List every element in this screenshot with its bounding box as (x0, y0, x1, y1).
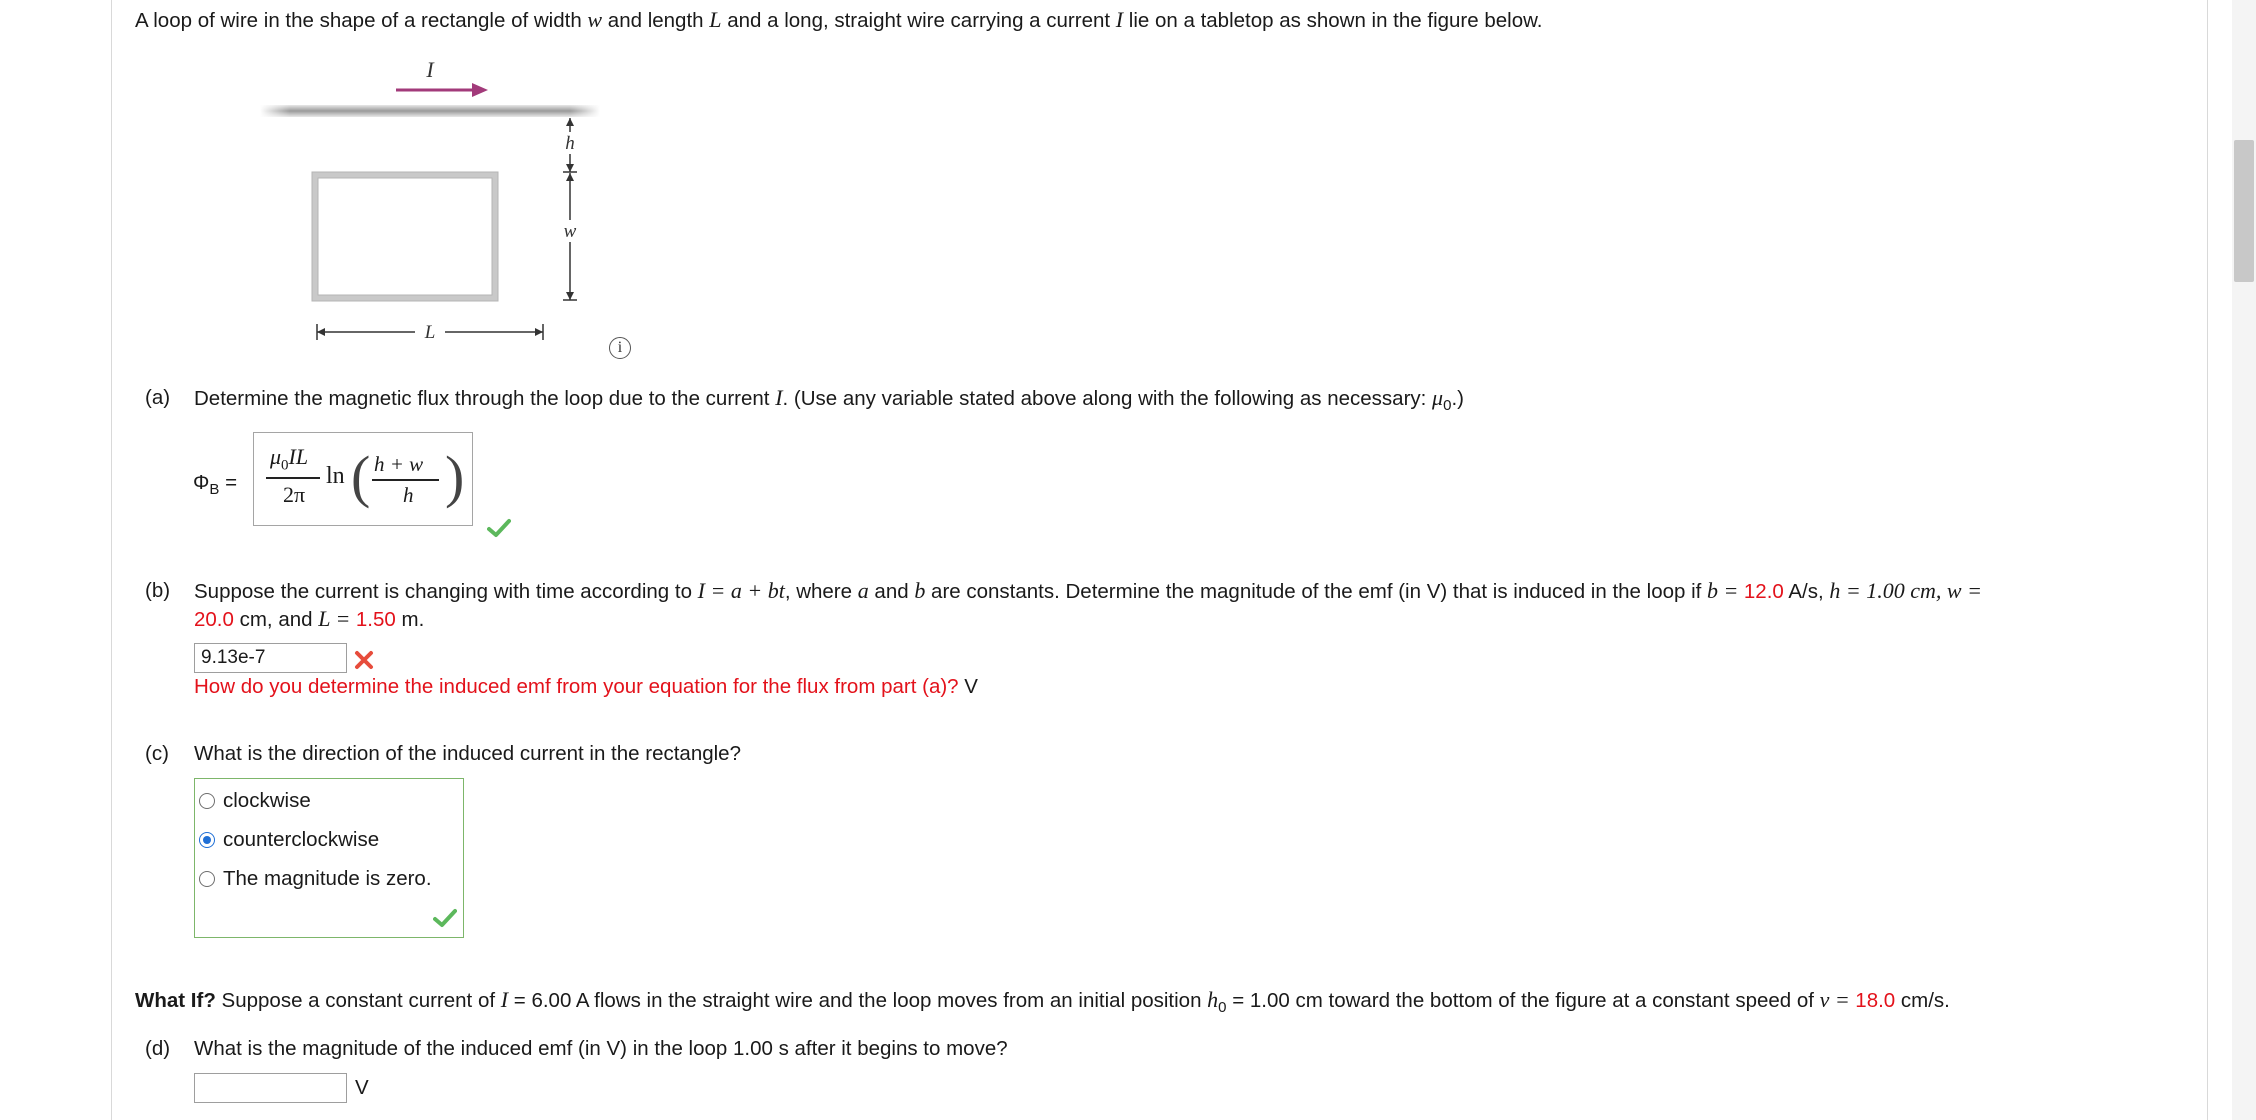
h-label: h (565, 133, 575, 154)
radio-counterclockwise-selected[interactable] (199, 832, 215, 848)
scrollbar-thumb[interactable] (2234, 140, 2254, 282)
part-a-correct-check-icon (487, 518, 511, 538)
what-if-statement: What If? Suppose a constant current of I = 6.00 A flows in the straight wire and the loop moves from an initial position $h_0 = 1.00$ cm toward the bottom of the figure at a constant speed of v = 18.0 cm/s. (135, 987, 1950, 1017)
wire-loop (315, 175, 495, 298)
choice-magnitude-zero[interactable]: The magnitude is zero. (199, 866, 432, 892)
formula-numerator: $\mu_0IL$ (270, 444, 309, 474)
formula-ln: ln (326, 463, 345, 489)
content-left-border (111, 0, 112, 1120)
formula-paren-left: ( (351, 444, 371, 509)
part-d-letter: (d) (145, 1037, 171, 1060)
problem-figure (250, 55, 610, 375)
part-d-unit: V (355, 1076, 369, 1099)
part-c-letter: (c) (145, 742, 169, 765)
part-c-question: What is the direction of the induced current in the rectangle? (194, 742, 741, 765)
formula-inner-denominator: h (403, 483, 414, 507)
L-label: L (424, 322, 436, 343)
part-b-question-line2: 20.0 cm, and L = 1.50 m. (194, 606, 425, 631)
part-c-correct-check-icon (433, 908, 457, 928)
figure-info-icon[interactable]: i (609, 337, 631, 359)
formula-inner-fraction-bar (372, 479, 439, 481)
part-b-letter: (b) (145, 579, 171, 602)
part-a-letter: (a) (145, 386, 171, 409)
formula-fraction-bar (266, 477, 320, 479)
content-right-border (2207, 0, 2208, 1120)
part-b-hint: How do you determine the induced emf from your equation for the flux from part (a)? V (194, 675, 978, 698)
flux-label: $\Phi_B$ = (193, 471, 238, 499)
formula-paren-right: ) (445, 444, 465, 509)
part-b-question-line1: Suppose the current is changing with time according to I = a + bt, where a and b are constants. Determine the magnitude of the emf (in V) that is induced in the loop if b = 12.0 A/s, h = 1.00 cm, w = (194, 578, 1982, 603)
formula-denominator: 2π (283, 482, 306, 507)
radio-clockwise[interactable] (199, 793, 215, 809)
part-b-incorrect-x-icon (354, 650, 374, 670)
part-d-question: What is the magnitude of the induced emf (in V) in the loop 1.00 s after it begins to move? (194, 1037, 1008, 1060)
part-b-answer-input[interactable]: 9.13e-7 (194, 643, 347, 673)
w-label: w (563, 221, 577, 242)
choice-counterclockwise[interactable]: counterclockwise (199, 827, 379, 853)
current-arrowhead (472, 83, 488, 97)
formula-inner-numerator: h + w (374, 452, 424, 476)
radio-magnitude-zero[interactable] (199, 871, 215, 887)
part-c-choices (194, 778, 464, 938)
straight-wire (260, 105, 600, 117)
part-d-answer-input[interactable] (194, 1073, 347, 1103)
problem-intro: A loop of wire in the shape of a rectangle of width w and length L and a long, straight wire carrying a current I lie on a tabletop as shown in the figure below. (135, 7, 1543, 32)
choice-clockwise[interactable]: clockwise (199, 788, 311, 814)
current-label: I (426, 57, 434, 82)
part-a-question: Determine the magnetic flux through the loop due to the current I. (Use any variable stated above along with the following as necessary: $\mu_0$.) (194, 385, 1464, 415)
